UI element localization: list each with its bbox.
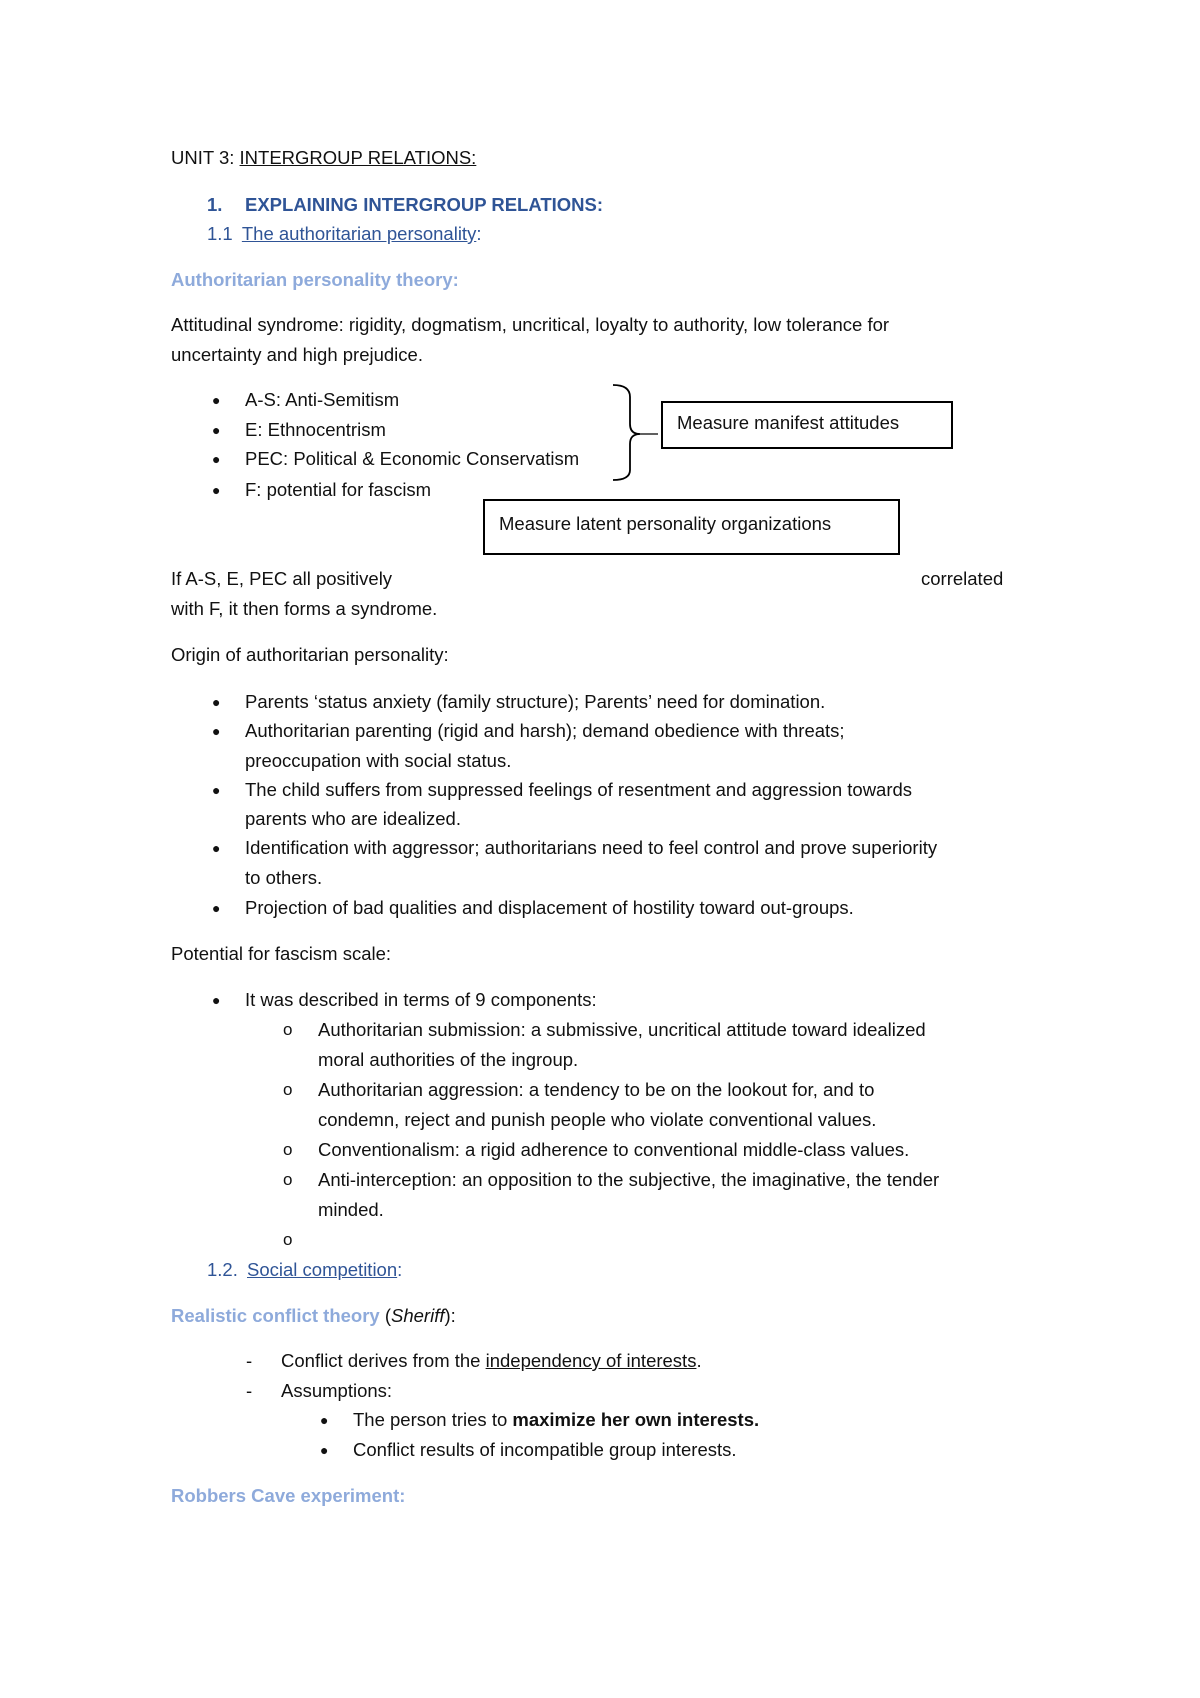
correlation-line-2: with F, it then forms a syndrome. [171,598,438,619]
sub-bullet-marker: o [283,1170,293,1189]
subsection-1-1-title: The authoritarian personality [241,223,477,244]
latent-personality-box: Measure latent personality organizations [483,499,900,555]
list-item-continuation: to others. [245,867,323,888]
dash-item-1-prefix: Conflict derives from the [281,1350,481,1371]
assumption-1-prefix: The person tries to [353,1409,508,1430]
correlation-line-1-left: If A-S, E, PEC all positively [171,568,393,589]
list-item-continuation: preoccupation with social status. [245,750,512,771]
fascism-scale-heading: Potential for fascism scale: [171,943,392,964]
curly-brace-icon [608,382,668,482]
dash-item-1-underlined: independency of interests [485,1350,697,1371]
sub-list-item: Conventionalism: a rigid adherence to conventional middle-class values. [318,1139,910,1160]
list-item: F: potential for fascism [245,479,432,500]
author-name: Sheriff [391,1305,445,1326]
assumption-1-bold: maximize her own interests. [512,1409,760,1430]
subsection-1-2-colon: : [397,1259,403,1280]
unit-title: INTERGROUP RELATIONS: [239,147,477,168]
manifest-attitudes-box: Measure manifest attitudes [661,401,953,449]
bullet-dot: ● [320,1412,329,1428]
bullet-dot: ● [212,723,221,739]
dash-marker: - [246,1380,253,1401]
list-item-continuation: parents who are idealized. [245,808,461,829]
correlation-line-1-right: correlated [921,568,1004,589]
realistic-conflict-heading [171,1301,456,1331]
subsection-1-1-colon: : [476,223,482,244]
author-open: ( [384,1305,392,1326]
bullet-dot: ● [212,392,221,408]
list-item: Authoritarian parenting (rigid and harsh); demand obedience with threats; [245,720,845,741]
dash-marker: - [246,1350,253,1371]
list-item: Projection of bad qualities and displacement of hostility toward out-groups. [245,897,854,918]
sub-bullet-marker: o [283,1230,293,1249]
dash-item-2: Assumptions: [281,1380,393,1401]
dash-item [281,1346,702,1376]
section-1-heading [207,190,222,220]
list-item: Parents ‘status anxiety (family structure); Parents’ need for domination. [245,691,826,712]
subsection-1-1-number: 1.1 [207,223,233,244]
sub-list-item-continuation: moral authorities of the ingroup. [318,1049,579,1070]
sub-list-item-continuation: condemn, reject and punish people who violate conventional values. [318,1109,877,1130]
sub-list-item: Anti-interception: an opposition to the subjective, the imaginative, the tender [318,1169,940,1190]
sub-list-item: Authoritarian aggression: a tendency to be on the lookout for, and to [318,1079,875,1100]
unit-header [171,143,476,173]
origin-heading: Origin of authoritarian personality: [171,644,449,665]
sub-list-item: Authoritarian submission: a submissive, uncritical attitude toward idealized [318,1019,926,1040]
bullet-dot: ● [212,992,221,1008]
bullet-dot: ● [212,422,221,438]
subsection-1-1 [207,219,481,249]
bullet-dot: ● [212,482,221,498]
assumption-item-2: Conflict results of incompatible group interests. [353,1439,737,1460]
auth-theory-para-line-2: uncertainty and high prejudice. [171,344,423,365]
bullet-dot: ● [320,1442,329,1458]
robbers-cave-heading: Robbers Cave experiment: [171,1485,406,1506]
realistic-conflict-title: Realistic conflict theory [171,1305,380,1326]
list-item: The child suffers from suppressed feelings of resentment and aggression towards [245,779,913,800]
bullet-dot: ● [212,900,221,916]
bullet-dot: ● [212,451,221,467]
list-item: A-S: Anti-Semitism [245,389,400,410]
list-item: PEC: Political & Economic Conservatism [245,448,580,469]
list-item: Identification with aggressor; authoritarians need to feel control and prove superiority [245,837,938,858]
sub-bullet-marker: o [283,1020,293,1039]
bullet-dot: ● [212,694,221,710]
bullet-dot: ● [212,840,221,856]
assumption-item-1 [353,1405,759,1435]
subsection-1-2-title: Social competition [247,1259,398,1280]
section-1-title: EXPLAINING INTERGROUP RELATIONS: [245,194,604,215]
unit-prefix: UNIT 3: [171,147,235,168]
auth-theory-para-line-1: Attitudinal syndrome: rigidity, dogmatism, uncritical, loyalty to authority, low tolerance for [171,314,890,335]
list-item: It was described in terms of 9 components: [245,989,597,1010]
bullet-dot: ● [212,782,221,798]
subsection-1-2 [207,1255,402,1285]
auth-theory-heading: Authoritarian personality theory: [171,269,459,290]
sub-bullet-marker: o [283,1140,293,1159]
section-1-number: 1. [207,194,223,215]
author-close: ): [444,1305,456,1326]
sub-bullet-marker: o [283,1080,293,1099]
dash-item-1-suffix: . [696,1350,702,1371]
sub-list-item-continuation: minded. [318,1199,384,1220]
subsection-1-2-number: 1.2. [207,1259,238,1280]
list-item: E: Ethnocentrism [245,419,386,440]
